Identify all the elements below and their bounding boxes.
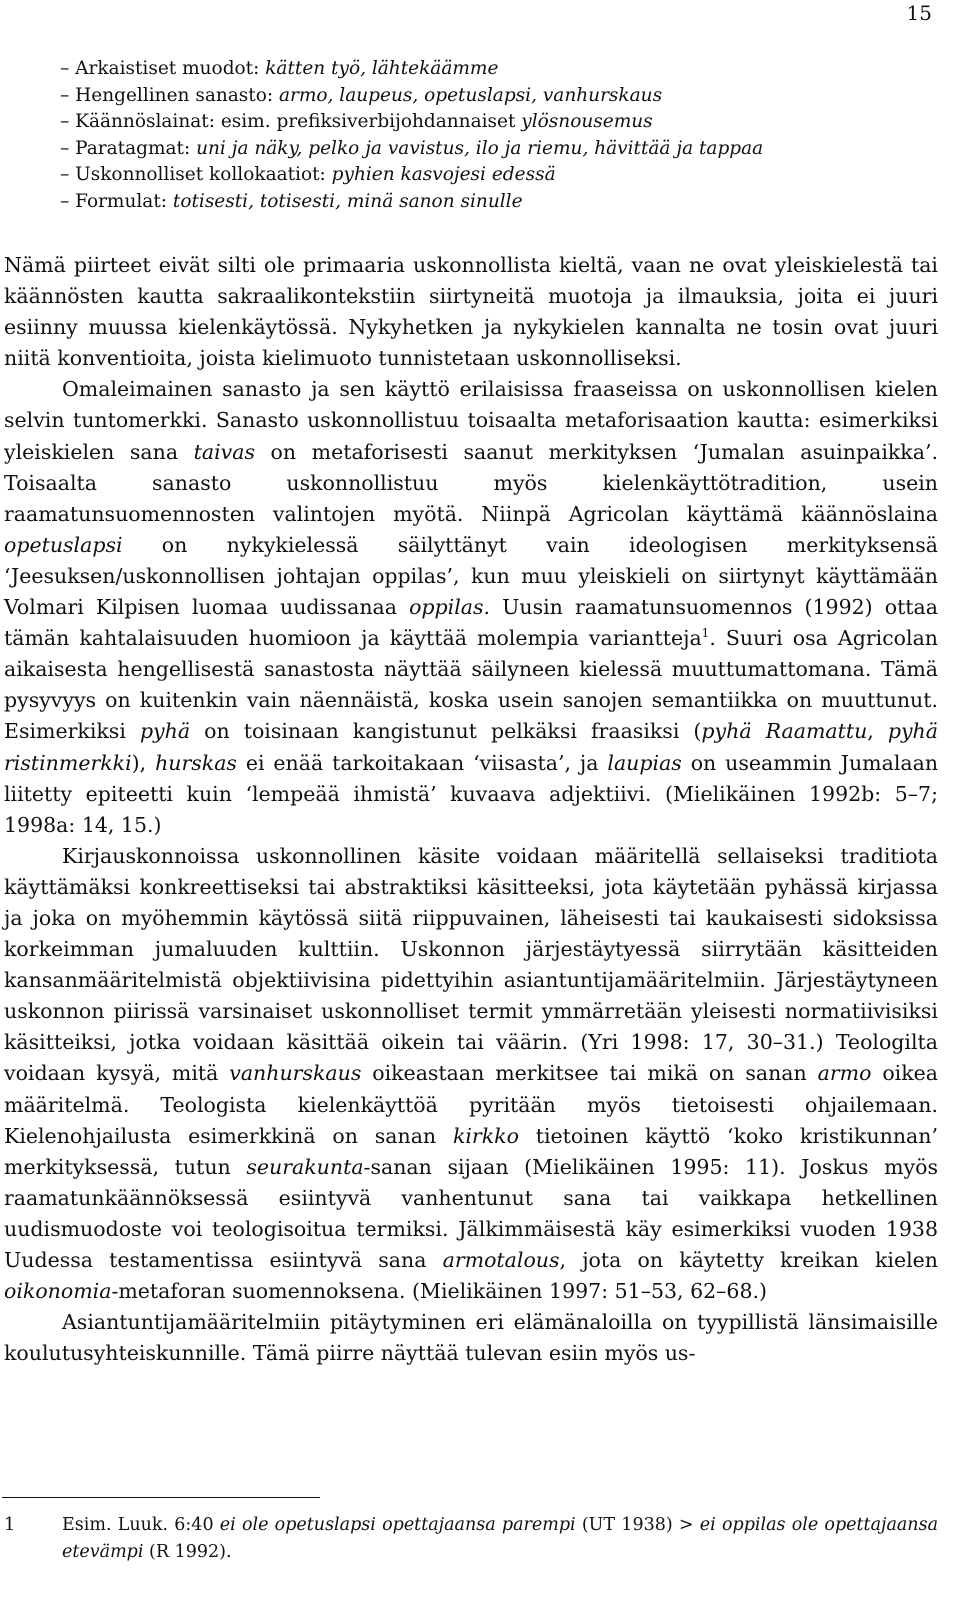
text-run: oikeastaan merkitsee tai mikä on sanan xyxy=(361,1061,818,1086)
list-item xyxy=(60,136,763,163)
italic-term: ei oppilas ole opettajaansa etevämpi xyxy=(62,1515,938,1562)
paragraph-1: Nämä piirteet eivät silti ole primaaria uskonnollista kieltä, vaan ne ovat yleiskielestä tai käännösten kautta sakraalikontekstiin siirtyneitä muotoja ja ilmauksia, joita ei juuri esiinny muussa kielenkäytössä. Nykyhetken ja nykykielen kannalta ne tosin ovat juuri niitä konventioita, joista kielimuoto tunnistetaan uskonnolliseksi. xyxy=(4,253,938,371)
text-run: ), xyxy=(131,750,156,775)
text-run: , xyxy=(867,719,888,744)
list-item xyxy=(60,109,763,136)
italic-term: vanhurskaus xyxy=(229,1061,362,1086)
italic-term: pyhä ristinmerkki xyxy=(4,719,938,775)
list-item xyxy=(60,189,763,216)
list-item-example: armo, laupeus, opetuslapsi, vanhurskaus xyxy=(278,84,663,106)
italic-term: laupias xyxy=(607,750,682,775)
italic-term: kirkko xyxy=(452,1123,519,1148)
page-number: 15 xyxy=(906,1,932,25)
text-run: Omaleimainen sanasto ja sen käyttö erilaisissa fraaseissa on uskonnollisen kielen selvin tuntomerkki. Sanasto uskonnollistuu toisaalta metaforisaation kautta: esimerkiksi yleiskielen sana xyxy=(4,377,938,464)
list-item-label: – Hengellinen sanasto: xyxy=(60,84,279,106)
list-item-example: ylösnousemus xyxy=(521,111,653,132)
list-item-label: – Formulat: xyxy=(60,190,173,212)
list-item-example: kätten työ, lähtekäämme xyxy=(265,58,499,79)
text-run: . Uusin raamatunsuomennos (1992) ottaa tämän kahtalaisuuden huomioon ja käyttää molempia variantteja xyxy=(4,595,938,651)
text-run: -metaforan suomennoksena. (Mielikäinen 1997: 51–53, 62–68.) xyxy=(111,1279,768,1304)
text-run: -sanan sijaan (Mielikäinen 1995: 11). Joskus myös raamatunkäännöksessä esiintyvä vanhentunut sana tai vaikkapa hetkellinen uudismuodoste voi teologisoitua termiksi. Jälkimmäisestä käy esimerkiksi vuoden 1938 Uudessa testamentissa esiintyvä sana xyxy=(4,1154,939,1272)
italic-term: armotalous xyxy=(442,1248,560,1272)
paragraph-4: Asiantuntijamääritelmiin pitäytyminen eri elämänaloilla on tyypillistä länsimaisille koulutusyhteiskunnille. Tämä piirre näyttää tulevan esiin myös us- xyxy=(4,1310,938,1366)
text-run: on nykykielessä säilyttänyt vain ideologisen merkityksensä ‘Jeesuksen/uskonnollisen johtajan oppilas’, kun muu yleiskieli on siirtynyt käyttämään Volmari Kilpisen luomaa uudissanaa xyxy=(4,532,938,620)
paragraph-3 xyxy=(4,841,938,1307)
italic-term: ei ole opetuslapsi opettajaansa parempi xyxy=(219,1515,576,1535)
italic-term: oppilas xyxy=(409,595,484,620)
italic-term: pyhä xyxy=(139,719,191,744)
footnote-divider xyxy=(2,1497,320,1498)
footnote-number: 1 xyxy=(4,1515,16,1535)
text-run: , jota on käytetty kreikan kielen xyxy=(559,1248,938,1272)
text-run: ei enää tarkoitakaan ‘viisasta’, ja xyxy=(236,750,608,775)
footnote xyxy=(4,1512,938,1566)
list-item-example: totisesti, totisesti, minä sanon sinulle xyxy=(172,190,523,212)
paragraph-2 xyxy=(4,374,938,840)
text-run: (UT 1938) > xyxy=(575,1515,700,1535)
text-run: oikea määritelmä. Teologista kielenkäyttöä pyritään myös tietoisesti ohjailemaan. Kielenohjailusta esimerkkinä on sanan xyxy=(4,1061,938,1148)
italic-term: opetuslapsi xyxy=(4,532,123,557)
italic-term: seurakunta xyxy=(246,1154,364,1179)
list-item xyxy=(60,162,763,189)
italic-term: hurskas xyxy=(155,750,237,775)
text-run: on metaforisesti saanut merkityksen ‘Jumalan asuinpaikka’. Toisaalta sanasto uskonnollistuu myös kielenkäyttötradition, usein raamatunsuomennosten valintojen myötä. Niinpä Agricolan käyttämä käännöslaina xyxy=(4,439,938,526)
italic-term: armo xyxy=(817,1061,872,1086)
text-run: tietoinen käyttö ‘koko kristikunnan’ merkityksessä, tutun xyxy=(4,1123,938,1179)
italic-term: taivas xyxy=(193,439,255,464)
footnote-reference: 1 xyxy=(701,626,710,641)
list-item-label: – Uskonnolliset kollokaatiot: xyxy=(60,164,332,185)
list-item-label: – Käännöslainat: esim. prefiksiverbijohdannaiset xyxy=(60,111,522,132)
main-text xyxy=(4,250,938,1369)
list-item xyxy=(60,83,763,110)
text-run: (R 1992). xyxy=(143,1542,232,1562)
italic-term: pyhä Raamattu xyxy=(701,719,868,744)
list-item xyxy=(60,56,763,83)
text-run: on useammin Jumalaan liitetty epiteetti kuin ‘lempeää ihmistä’ kuvaava adjektiivi. (Mielikäinen 1992b: 5–7; 1998a: 14, 15.) xyxy=(4,750,939,837)
list-item-label: – Arkaistiset muodot: xyxy=(60,58,266,79)
list-item-example: uni ja näky, pelko ja vavistus, ilo ja riemu, hävittää ja tappaa xyxy=(196,137,764,159)
text-run: . Suuri osa Agricolan aikaisesta hengellisestä sanastosta näyttää säilyneen kielessä muuttumattomana. Tämä pysyvyys on kuitenkin vain näennäistä, koska usein sanojen semantiikka on muuttunut. Esimerkiksi xyxy=(4,626,938,744)
text-run: Esim. Luuk. 6:40 xyxy=(62,1515,220,1535)
text-run: Kirjauskonnoissa uskonnollinen käsite voidaan määritellä sellaiseksi traditiota käyttämäksi konkreettiseksi tai abstraktiksi käsitteeksi, jota käytetään pyhässä kirjassa ja joka on myöhemmin käytössä siitä riippuvainen, läheisesti tai kaukaisesti sidoksissa korkeimman jumaluuden kulttiin. Uskonnon järjestäytyessä siirrytään käsitteiden kansanmääritelmistä objektiivisina pidettyihin asiantuntijamääritelmiin. Järjestäytyneen uskonnon piirissä varsinaiset uskonnolliset termit ymmärretään yleisesti normatiivisiksi käsitteiksi, jotka voidaan käsittää oikein tai väärin. (Yri 1998: 17, 30–31.) Teologilta voidaan kysyä, mitä xyxy=(4,843,938,1086)
feature-list xyxy=(60,56,763,215)
italic-term: oikonomia xyxy=(4,1279,112,1304)
text-run: on toisinaan kangistunut pelkäksi fraasiksi ( xyxy=(190,719,702,744)
list-item-label: – Paratagmat: xyxy=(60,137,197,159)
list-item-example: pyhien kasvojesi edessä xyxy=(331,164,556,185)
